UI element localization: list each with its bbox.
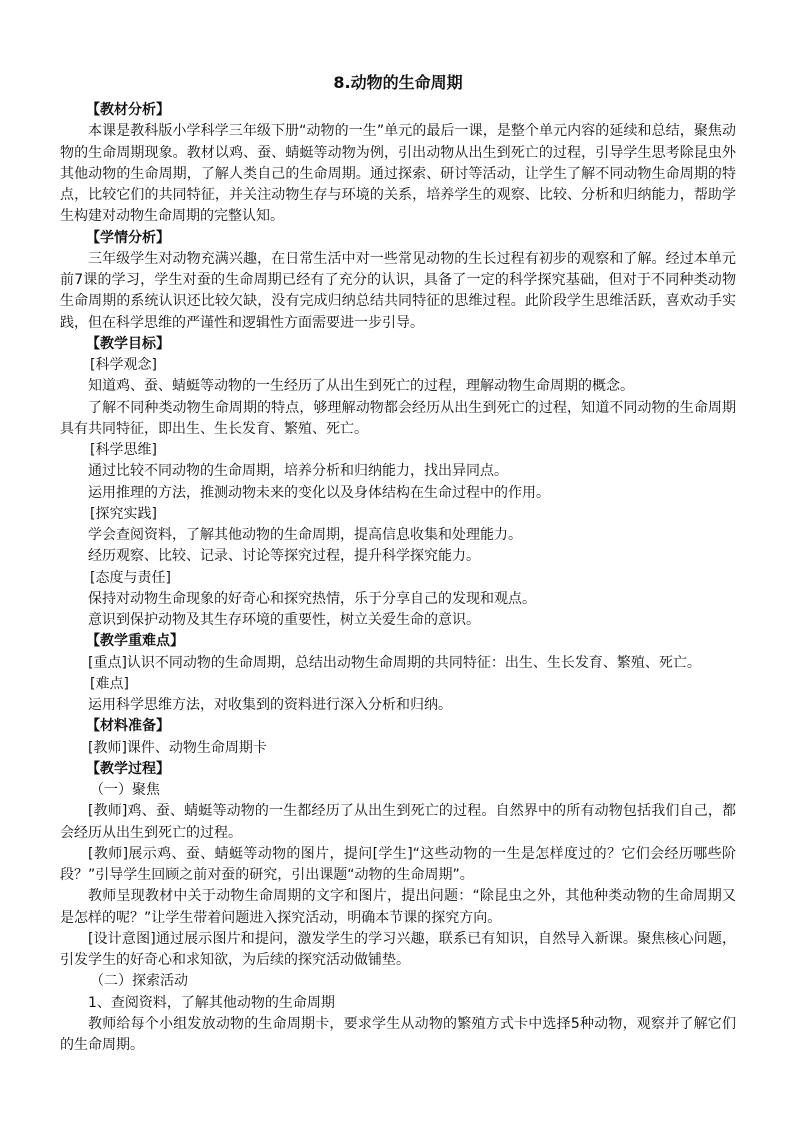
paragraph: [设计意图]通过展示图片和提问，激发学生的学习兴趣，联系已有知识，自然导入新课。聚焦核心问题，引发学生的好奇心和求知欲，为后续的探究活动做铺垫。 [60, 930, 736, 968]
paragraph: 意识到保护动物及其生存环境的重要性，树立关爱生命的意识。 [88, 612, 480, 628]
paragraph: 运用推理的方法，推测动物未来的变化以及身体结构在生命过程中的作用。 [88, 484, 550, 501]
subsection-heading: [态度与责任] [90, 569, 171, 586]
paragraph: 运用科学思维方法，对收集到的资料进行深入分析和归纳。 [88, 697, 452, 713]
document-body [60, 100, 736, 1056]
section-heading: 【教学过程】 [86, 760, 170, 777]
document-title: 8.动物的生命周期 [333, 73, 463, 92]
section-heading: 【教材分析】 [86, 102, 170, 118]
subsection-heading: （一）聚焦 [90, 782, 160, 798]
paragraph: 教师给每个小组发放动物的生命周期卡，要求学生从动物的繁殖方式卡中选择5种动物，观察并了解它们的生命周期。 [60, 1015, 736, 1053]
paragraph: [教师]展示鸡、蚕、蜻蜓等动物的图片，提问[学生]“这些动物的一生是怎样度过的？它们会经历哪些阶段？”引导学生回顾之前对蚕的研究，引出课题“动物的生命周期”。 [60, 845, 736, 883]
paragraph: 了解不同种类动物生命周期的特点，够理解动物都会经历从出生到死亡的过程，知道不同动物的生命周期具有共同特征，即出生、生长发育、繁殖、死亡。 [60, 399, 736, 437]
section-heading: 【教学目标】 [86, 335, 170, 352]
paragraph: 经历观察、比较、记录、讨论等探究过程，提升科学探究能力。 [88, 548, 480, 565]
paragraph: 保持对动物生命现象的好奇心和探究热情，乐于分享自己的发现和观点。 [88, 590, 536, 607]
subsection-heading: （二）探索活动 [90, 973, 188, 990]
paragraph: 学会查阅资料，了解其他动物的生命周期，提高信息收集和处理能力。 [88, 527, 522, 543]
subsection-heading: [探究实践] [90, 505, 157, 522]
paragraph: 教师呈现教材中关于动物生命周期的文字和图片，提出问题：“除昆虫之外，其他种类动物的生命周期又是怎样的呢？”让学生带着问题进入探究活动，明确本节课的探究方向。 [60, 888, 736, 926]
section-heading: 【学情分析】 [86, 229, 170, 246]
section-heading: 【材料准备】 [86, 718, 170, 735]
paragraph: [教师]课件、动物生命周期卡 [88, 739, 267, 756]
paragraph: [教师]鸡、蚕、蜻蜓等动物的一生都经历了从出生到死亡的过程。自然界中的所有动物包括我们自己，都会经历从出生到死亡的过程。 [60, 803, 736, 841]
paragraph: 通过比较不同动物的生命周期，培养分析和归纳能力，找出异同点。 [88, 463, 508, 480]
subsection-heading: [科学思维] [90, 442, 157, 458]
paragraph: 三年级学生对动物充满兴趣，在日常生活中对一些常见动物的生长过程有初步的观察和了解。经过本单元前7课的学习，学生对蚕的生命周期已经有了充分的认识，具备了一定的科学探究基础，但对于不同种类动物生命周期的系统认识还比较欠缺，没有完成归纳总结共同特征的思维过程。此阶段学生思维活跃，喜欢动手实践，但在科学思维的严谨性和逻辑性方面需要进一步引导。 [60, 250, 736, 331]
paragraph: [重点]认识不同动物的生命周期，总结出动物生命周期的共同特征：出生、生长发育、繁殖、死亡。 [88, 654, 701, 671]
paragraph: 本课是教科版小学科学三年级下册“动物的一生”单元的最后一课，是整个单元内容的延续和总结，聚焦动物的生命周期现象。教材以鸡、蚕、蜻蜓等动物为例，引出动物从出生到死亡的过程，引导学生思考除昆虫外其他动物的生命周期，了解人类自己的生命周期。通过探索、研讨等活动，让学生了解不同动物生命周期的特点，比较它们的共同特征，并关注动物生存与环境的关系，培养学生的观察、比较、分析和归纳能力，帮助学生构建对动物生命周期的完整认知。 [60, 123, 736, 225]
paragraph: 1、查阅资料，了解其他动物的生命周期 [88, 994, 335, 1011]
section-heading: 【教学重难点】 [86, 633, 184, 650]
subsection-heading: [难点] [90, 675, 129, 692]
subsection-heading: [科学观念] [90, 357, 157, 373]
paragraph: 知道鸡、蚕、蜻蜓等动物的一生经历了从出生到死亡的过程，理解动物生命周期的概念。 [88, 378, 634, 395]
